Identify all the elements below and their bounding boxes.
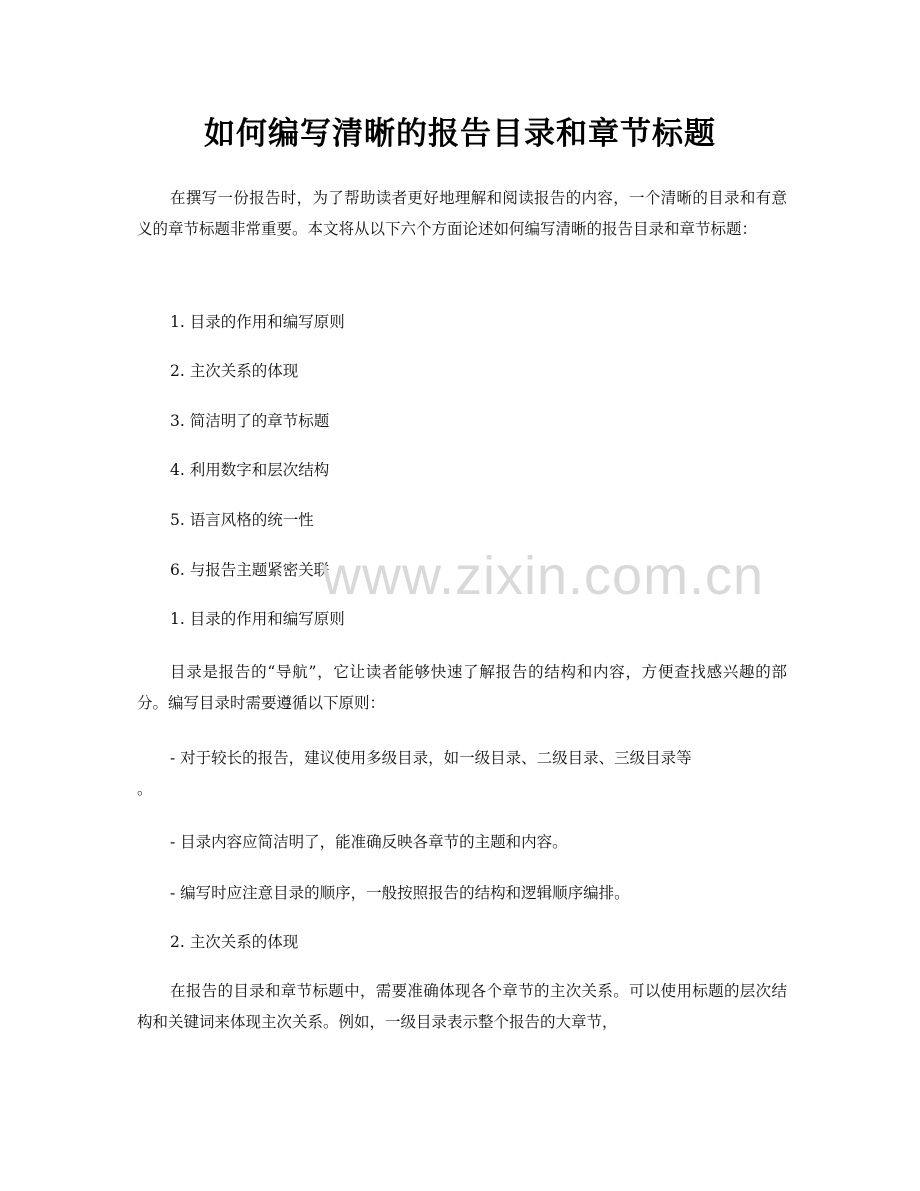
document-title: 如何编写清晰的报告目录和章节标题 (204, 116, 716, 152)
section-1-bullet-3: - 编写时应注意目录的顺序，一般按照报告的结构和逻辑顺序编排。 (170, 884, 630, 902)
section-1-bullet-1 (137, 743, 787, 805)
section-1-heading: 1. 目录的作用和编写原则 (170, 610, 345, 628)
outline-item-4: 4. 利用数字和层次结构 (170, 461, 330, 479)
bullet-1-line-1: - 对于较长的报告，建议使用多级目录，如一级目录、二级目录、三级目录等 (170, 749, 692, 767)
outline-item-5: 5. 语言风格的统一性 (170, 511, 314, 529)
outline-item-1: 1. 目录的作用和编写原则 (170, 313, 345, 331)
section-2-heading: 2. 主次关系的体现 (170, 933, 299, 951)
section-1-paragraph: 目录是报告的“导航”，它让读者能够快速了解报告的结构和内容，方便查找感兴趣的部分。编写目录时需要遵循以下原则： (137, 663, 787, 712)
outline-item-6: 6. 与报告主题紧密关联 (170, 561, 330, 579)
section-2-paragraph: 在报告的目录和章节标题中，需要准确体现各个章节的主次关系。可以使用标题的层次结构和关键词来体现主次关系。例如，一级目录表示整个报告的大章节， (137, 982, 787, 1031)
bullet-1-line-2: 。 (137, 780, 153, 798)
outline-item-3: 3. 简洁明了的章节标题 (170, 412, 330, 430)
section-1-bullet-2: - 目录内容应简洁明了，能准确反映各章节的主题和内容。 (170, 833, 568, 851)
outline-item-2: 2. 主次关系的体现 (170, 362, 299, 380)
intro-paragraph: 在撰写一份报告时，为了帮助读者更好地理解和阅读报告的内容，一个清晰的目录和有意义的章节标题非常重要。本文将从以下六个方面论述如何编写清晰的报告目录和章节标题： (137, 189, 787, 238)
watermark-text: www.zixin.com.cn (322, 546, 765, 606)
